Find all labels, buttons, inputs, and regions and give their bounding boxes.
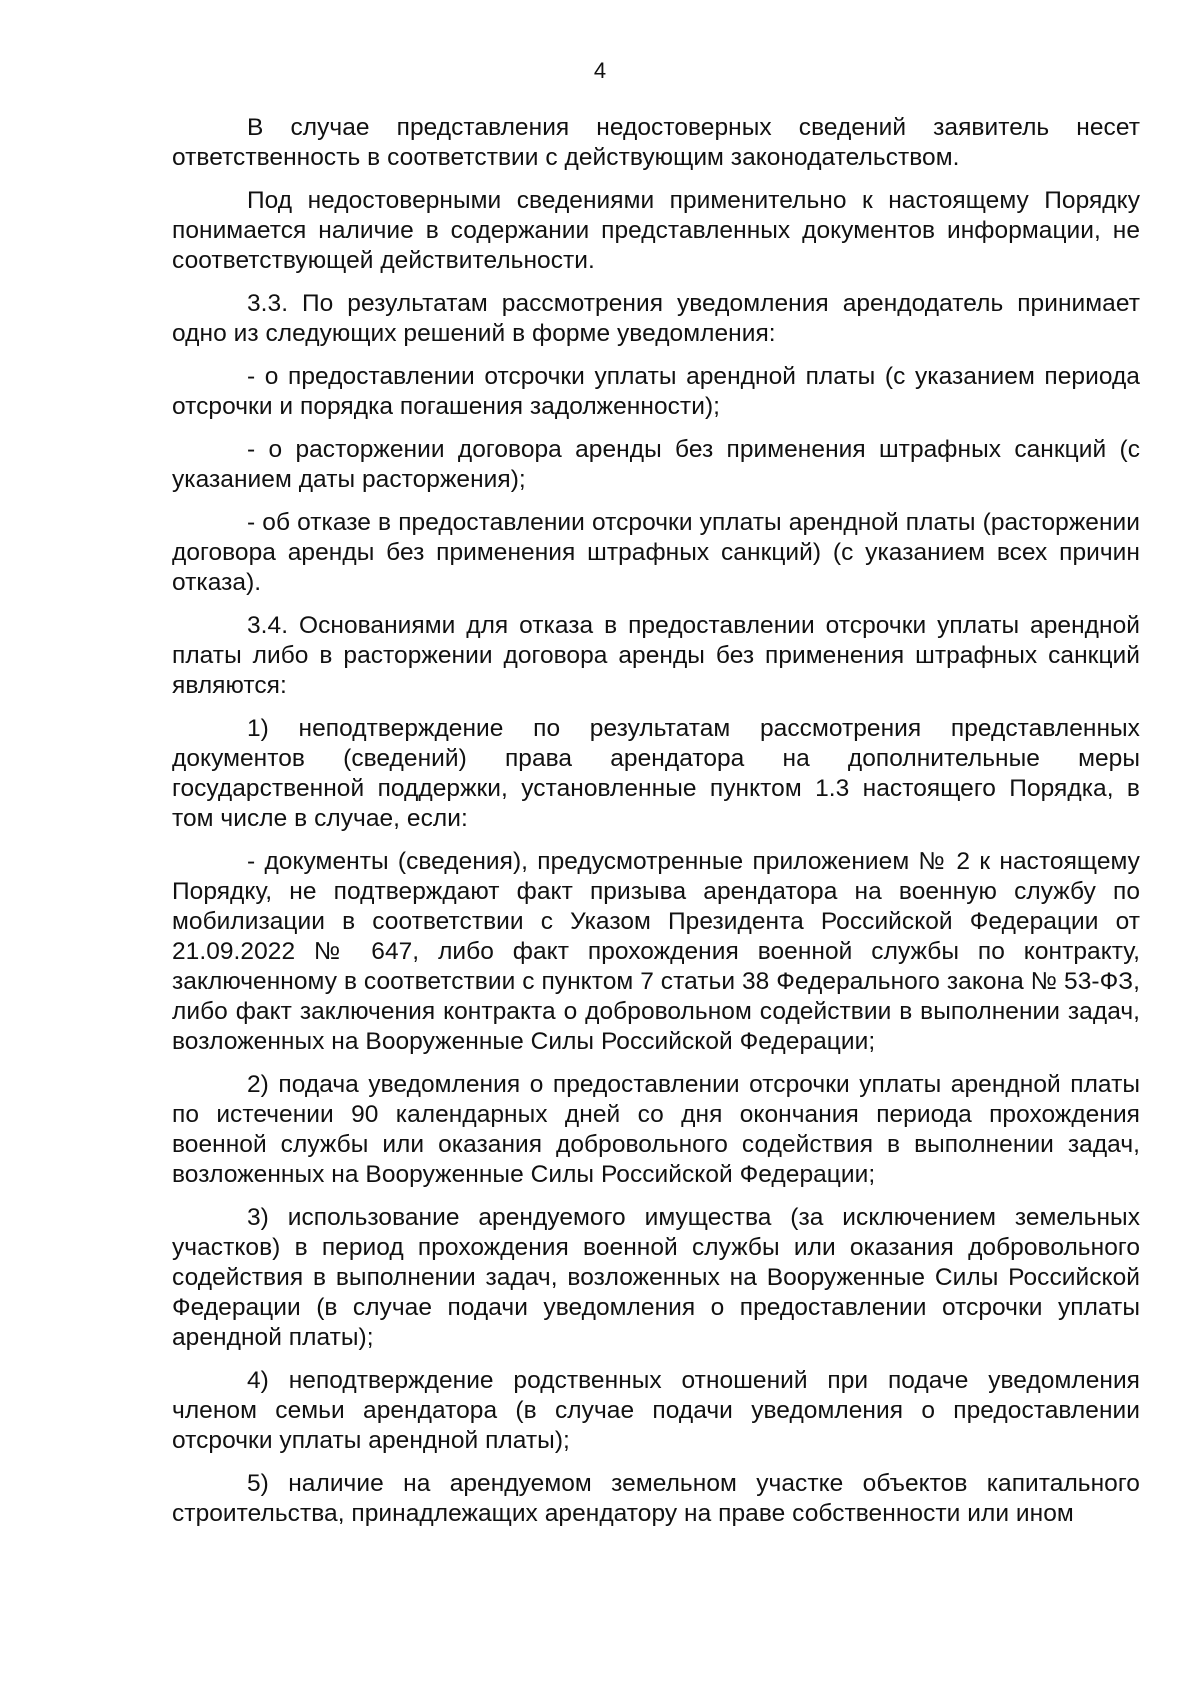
list-item-ground-3: 3) использование арендуемого имущества (за исключением земельных участков) в период прохождения военной службы или оказания добровольного содействия в выполнении задач, возложенных на Вооруженные Силы Российской Федерации (в случае подачи уведомления о предоставлении отсрочки уплаты арендной платы); bbox=[172, 1204, 1140, 1351]
list-item-contract-termination: - о расторжении договора аренды без применения штрафных санкций (с указанием даты расторжения); bbox=[172, 436, 1140, 493]
document-body bbox=[172, 113, 1140, 1542]
paragraph-false-information-liability: В случае представления недостоверных сведений заявитель несет ответственность в соответствии с действующим законодательством. bbox=[172, 114, 1140, 171]
list-item-ground-1: 1) неподтверждение по результатам рассмотрения представленных документов (сведений) права арендатора на дополнительные меры государственной поддержки, установленные пунктом 1.3 настоящего Порядка, в том числе в случае, если: bbox=[172, 715, 1140, 832]
list-item-ground-2: 2) подача уведомления о предоставлении отсрочки уплаты арендной платы по истечении 90 календарных дней со дня окончания периода прохождения военной службы или оказания добровольного содействия в выполнении задач, возложенных на Вооруженные Силы Российской Федерации; bbox=[172, 1071, 1140, 1188]
list-item-ground-5: 5) наличие на арендуемом земельном участке объектов капитального строительства, принадлежащих арендатору на праве собственности или ином bbox=[172, 1470, 1140, 1527]
list-item-refusal: - об отказе в предоставлении отсрочки уплаты арендной платы (расторжении договора аренды без применения штрафных санкций) (с указанием всех причин отказа). bbox=[172, 509, 1140, 596]
list-item-deferral-granted: - о предоставлении отсрочки уплаты арендной платы (с указанием периода отсрочки и порядка погашения задолженности); bbox=[172, 363, 1140, 420]
list-item-ground-1-documents: - документы (сведения), предусмотренные приложением № 2 к настоящему Порядку, не подтверждают факт призыва арендатора на военную службу по мобилизации в соответствии с Указом Президента Российской Федерации от 21.09.2022 № 647, либо факт прохождения военной службы по контракту, заключенному в соответствии с пунктом 7 статьи 38 Федерального закона № 53-ФЗ, либо факт заключения контракта о добровольном содействии в выполнении задач, возложенных на Вооруженные Силы Российской Федерации; bbox=[172, 848, 1140, 1055]
page-number: 4 bbox=[593, 58, 607, 83]
list-item-ground-4: 4) неподтверждение родственных отношений при подаче уведомления членом семьи арендатора (в случае подачи уведомления о предоставлении отсрочки уплаты арендной платы); bbox=[172, 1367, 1140, 1454]
paragraph-3-4: 3.4. Основаниями для отказа в предоставлении отсрочки уплаты арендной платы либо в расторжении договора аренды без применения штрафных санкций являются: bbox=[172, 612, 1140, 699]
paragraph-false-information-definition: Под недостоверными сведениями применительно к настоящему Порядку понимается наличие в содержании представленных документов информации, не соответствующей действительности. bbox=[172, 187, 1140, 274]
paragraph-3-3: 3.3. По результатам рассмотрения уведомления арендодатель принимает одно из следующих решений в форме уведомления: bbox=[172, 290, 1140, 347]
